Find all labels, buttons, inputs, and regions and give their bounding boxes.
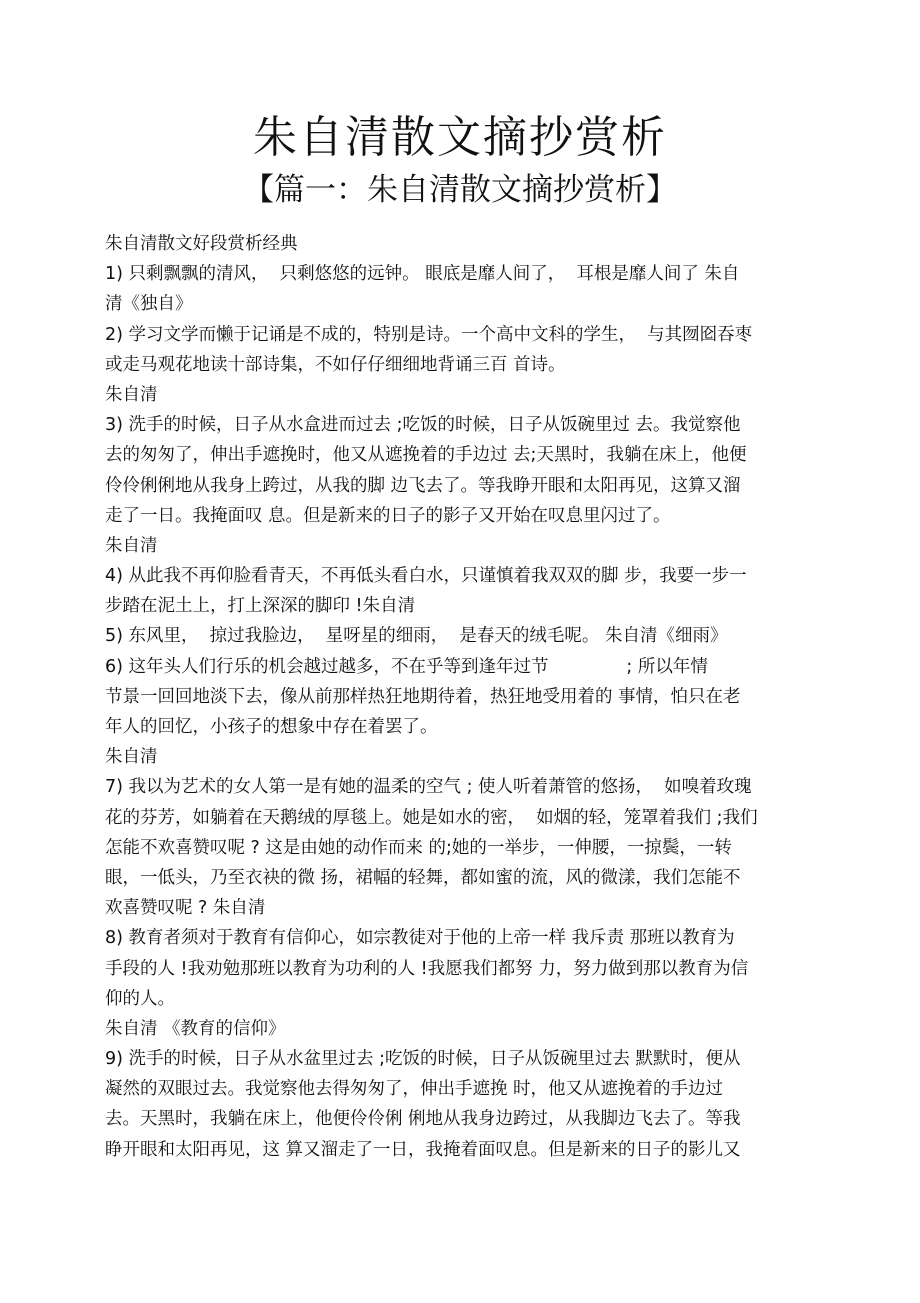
text-line: 去。天黑时，我躺在床上，他便伶伶俐 俐地从我身边跨过，从我脚边飞去了。等我: [105, 1109, 741, 1130]
text-line: 怎能不欢喜赞叹呢 ? 这是由她的动作而来 的;她的一举步，一伸腰，一掠鬓，一转: [105, 837, 732, 858]
text-line: 眼，一低头，乃至衣袂的微 扬，裙幅的轻舞，都如蜜的流，风的微漾，我们怎能不: [105, 867, 741, 888]
text-line: 走了一日。我掩面叹 息。但是新来的日子的影子又开始在叹息里闪过了。: [105, 505, 671, 526]
text-line: 或走马观花地读十部诗集，不如仔仔细细地背诵三百 首诗。: [105, 354, 566, 375]
text-line: 8) 教育者须对于教育有信仰心，如宗教徒对于他的上帝一样 我斥责 那班以教育为: [105, 928, 735, 949]
text-line: 节景一回回地淡下去，像从前那样热狂地期待着，热狂地受用着的 事情，怕只在老: [105, 686, 741, 707]
text-line: 朱自清: [105, 747, 158, 768]
page-title: 朱自清散文摘抄赏析: [253, 112, 667, 163]
page-subtitle: 【篇一：朱自清散文摘抄赏析】: [243, 172, 677, 208]
text-line: 1) 只剩飘飘的清风， 只剩悠悠的远钟。 眼底是靡人间了， 耳根是靡人间了 朱自: [105, 264, 740, 285]
text-line: 年人的回忆，小孩子的想象中存在着罢了。: [105, 717, 438, 737]
text-line: 伶伶俐俐地从我身上跨过，从我的脚 边飞去了。等我睁开眼和太阳再见，这算又溜: [105, 475, 741, 496]
text-line: 朱自清散文好段赏析经典: [105, 234, 298, 254]
text-line: 去的匆匆了，伸出手遮挽时，他又从遮挽着的手边过 去;天黑时，我躺在床上，他便: [105, 445, 747, 466]
text-line: 仰的人。: [105, 988, 175, 1009]
text-line: 凝然的双眼过去。我觉察他去得匆匆了，伸出手遮挽 时，他又从遮挽着的手边过: [105, 1079, 724, 1100]
text-line: 朱自清: [105, 384, 158, 405]
text-line: 朱自清: [105, 535, 158, 556]
text-line: 步踏在泥土上，打上深深的脚印 !朱自清: [105, 596, 416, 617]
text-line: 3) 洗手的时候，日子从水盒进而过去 ;吃饭的时候，日子从饭碗里过 去。我觉察他: [105, 415, 741, 436]
text-line: 6) 这年头人们行乐的机会越过越多，不在乎等到逢年过节 ; 所以年情: [105, 656, 708, 677]
document-body: [105, 229, 825, 1165]
text-line: 5) 东风里， 掠过我脸边， 星呀星的细雨， 是春天的绒毛呢。 朱自清《细雨》: [105, 626, 728, 647]
text-line: 欢喜赞叹呢 ? 朱自清: [105, 898, 266, 919]
text-line: 睁开眼和太阳再见，这 算又溜走了一日，我掩着面叹息。但是新来的日子的影儿又: [105, 1139, 741, 1160]
text-line: 2) 学习文学而懒于记诵是不成的，特别是诗。一个高中文科的学生， 与其囫囵吞枣: [105, 324, 753, 345]
text-line: 4) 从此我不再仰脸看青天，不再低头看白水，只谨慎着我双双的脚 步，我要一步一: [105, 566, 747, 587]
text-line: 9) 洗手的时候，日子从水盆里过去 ;吃饭的时候，日子从饭碗里过去 默默时，便从: [105, 1049, 741, 1070]
text-line: 花的芬芳，如躺着在天鹅绒的厚毯上。她是如水的密， 如烟的轻，笼罩着我们 ;我们: [105, 807, 758, 828]
text-line: 手段的人 !我劝勉那班以教育为功利的人 !我愿我们都努 力，努力做到那以教育为信: [105, 958, 749, 979]
text-line: 清《独自》: [105, 294, 193, 315]
text-line: 7) 我以为艺术的女人第一是有她的温柔的空气 ; 使人听着萧管的悠扬， 如嗅着玫瑰: [105, 777, 752, 798]
text-line: 朱自清 《教育的信仰》: [105, 1018, 286, 1039]
